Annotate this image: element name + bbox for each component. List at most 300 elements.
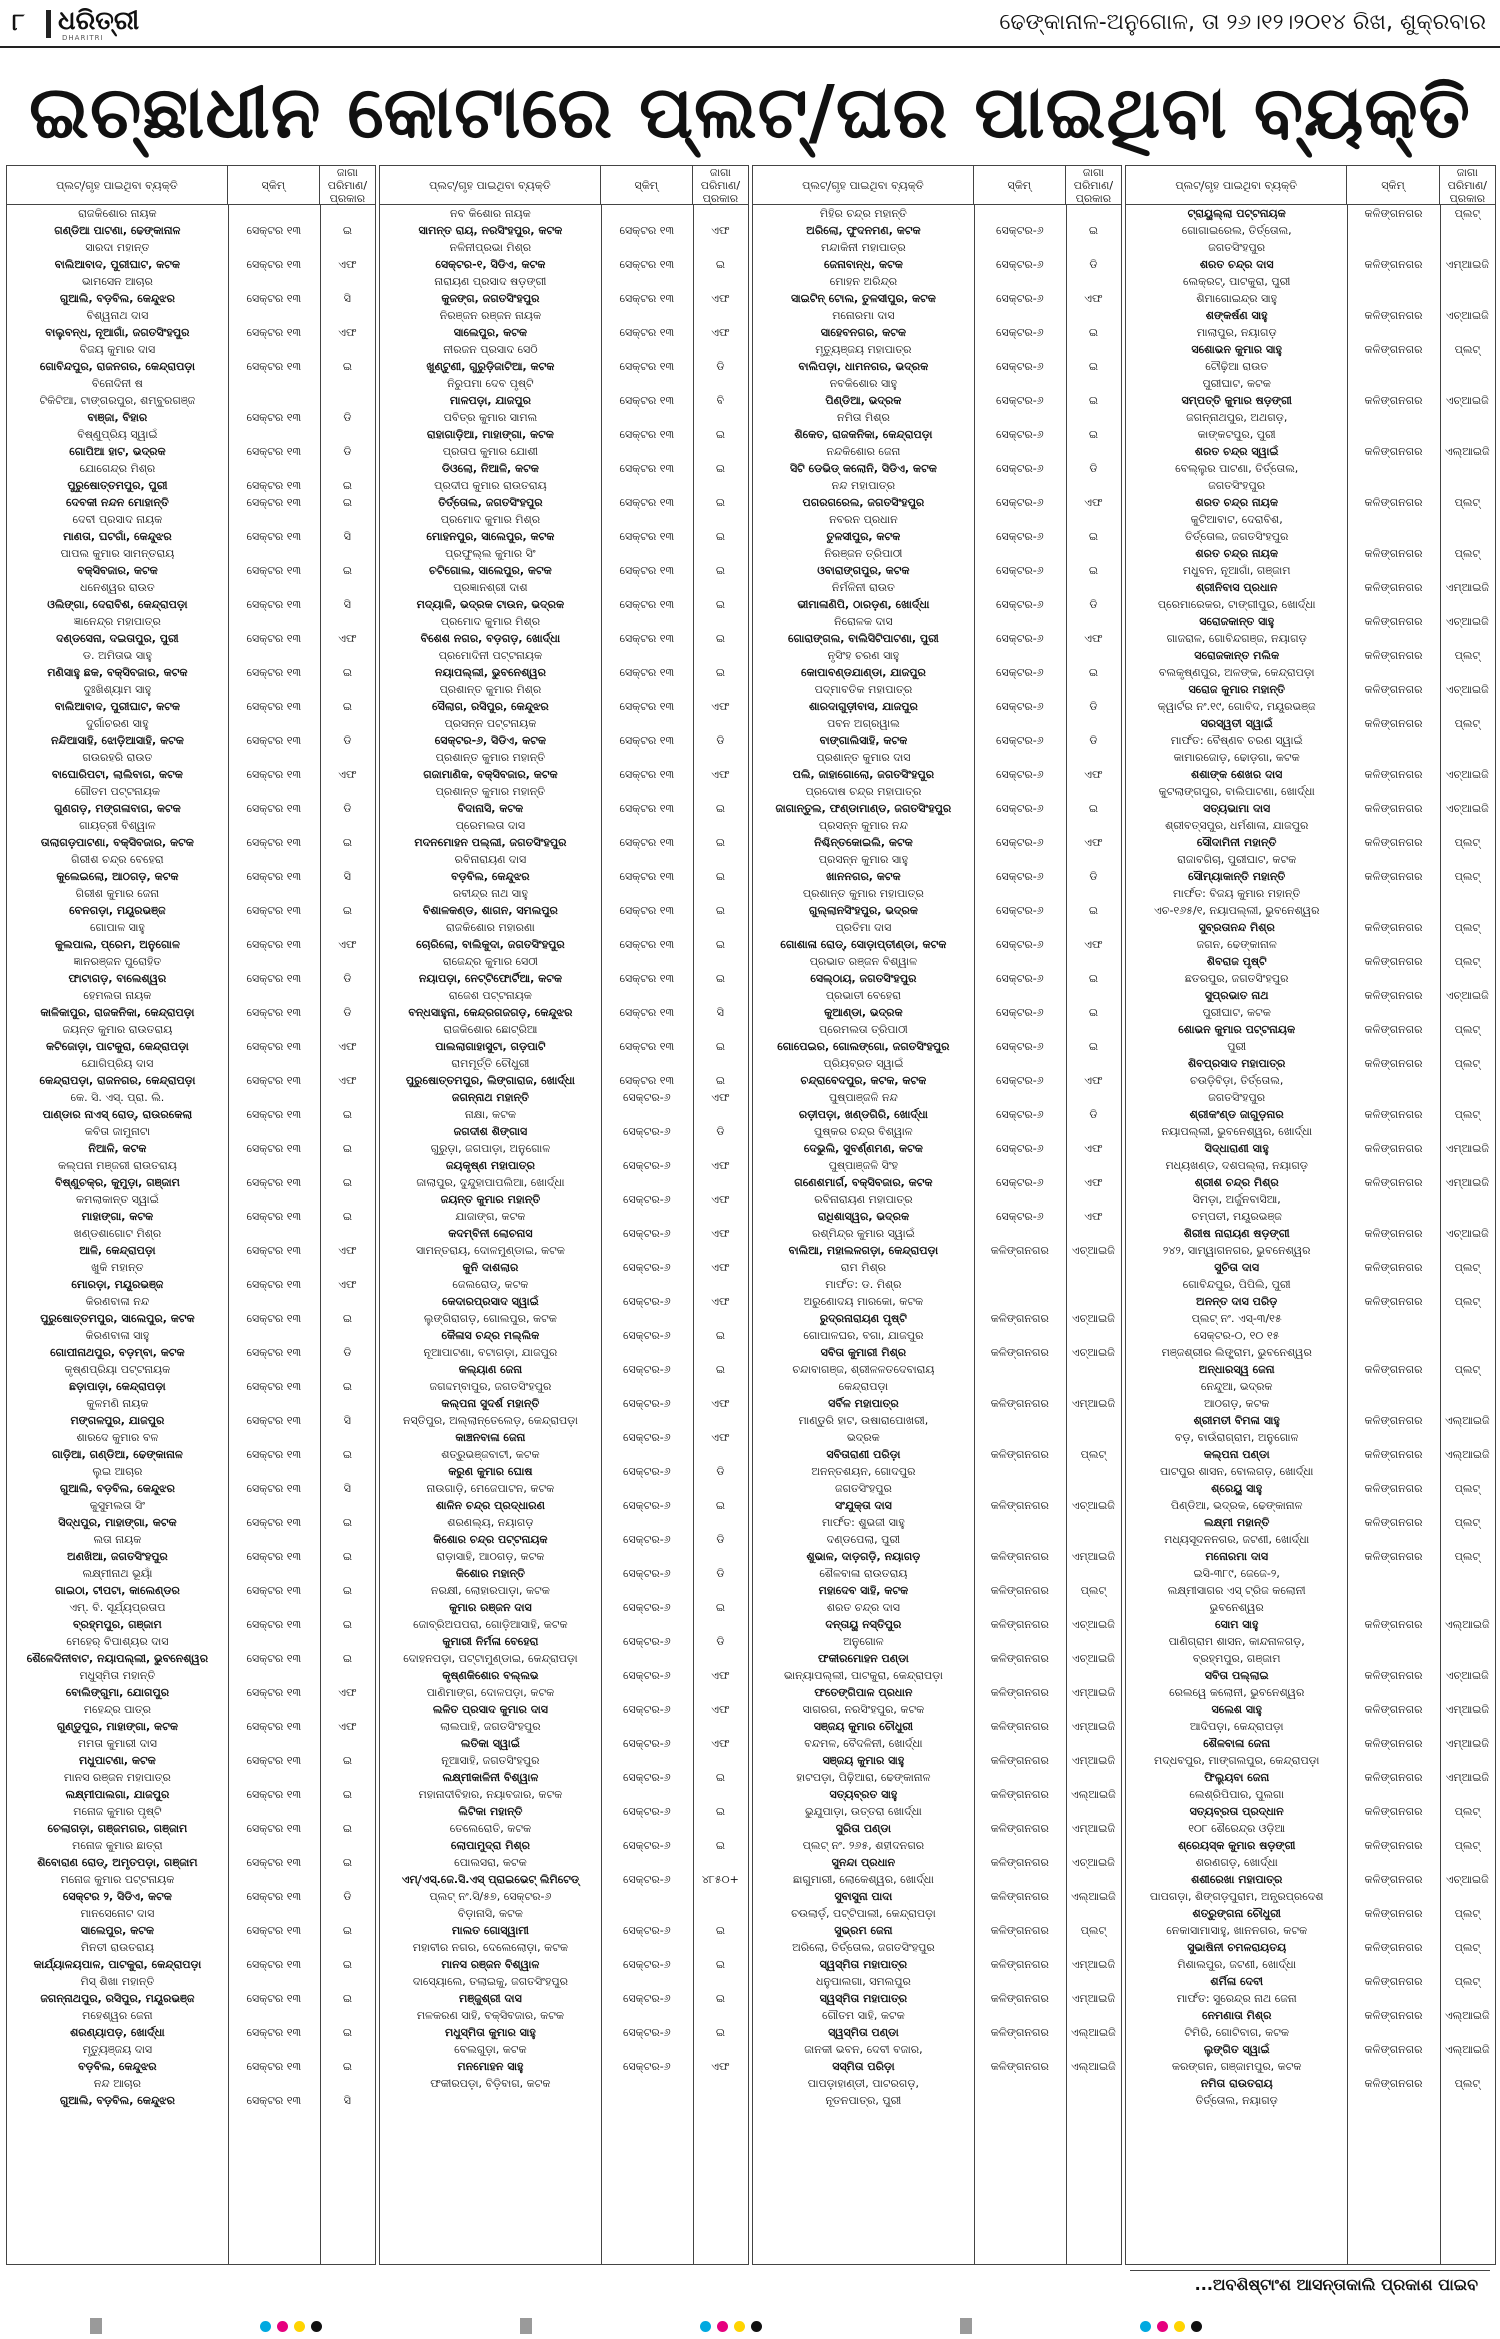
type-cell: [1066, 1633, 1121, 1650]
scheme-cell: [1347, 1038, 1439, 1055]
column-header-type: ଜାଗା ପରିମାଣ/ ପ୍ରକାର: [1447, 165, 1487, 205]
scheme-cell: [974, 1225, 1066, 1242]
type-cell: ଡି: [343, 1346, 352, 1359]
scheme-cell: [228, 681, 320, 698]
name-cell: ପ୍ରଜ୍ଞାନଶ୍ରୀ ଦାଶ: [453, 581, 528, 594]
type-cell: [1440, 1718, 1495, 1735]
scheme-cell: [1347, 664, 1439, 681]
name-cell: କାର୍ଯ୍ୟାଳୟପାଳ, ପାଟକୁରା, କେନ୍ଦ୍ରାପଡ଼ା: [33, 1958, 202, 1971]
name-cell: ମୃତ୍ୟୁଞ୍ଜୟ ମହାପାତ୍ର: [815, 343, 912, 356]
scheme-cell: ସେକ୍ଟର-୬: [622, 1125, 671, 1138]
type-cell: ଇ: [715, 870, 725, 883]
name-cell: ମହେଶ୍ୱର ଜେନା: [82, 2009, 153, 2022]
type-cell: [320, 885, 375, 902]
scheme-cell: [974, 1480, 1066, 1497]
type-cell: [1440, 1395, 1495, 1412]
scheme-cell: ସେକ୍ଟର ୧୩: [246, 1618, 302, 1631]
name-cell: ଶଶାଙ୍କ ଶେଖର ଦାସ: [1191, 768, 1283, 781]
scheme-cell: ସେକ୍ଟର ୧୩: [246, 258, 302, 271]
type-cell: ଇ: [715, 802, 725, 815]
type-cell: ଏଫ: [1084, 632, 1103, 645]
name-cell: ନୟାପଲ୍ଲୀ, ଭୁବନେଶ୍ୱର, ଖୋର୍ଦ୍ଧା: [1161, 1125, 1313, 1138]
type-cell: [1440, 1378, 1495, 1395]
scheme-cell: ସେକ୍ଟର ୧୩: [246, 326, 302, 339]
cyan-dot: [1140, 2321, 1151, 2332]
name-cell: ଲୁଙ୍ଗିରାଗଡ଼, ଗୋଲପୁର, କଟକ: [423, 1312, 557, 1325]
scheme-cell: [228, 1871, 320, 1888]
type-cell: [1440, 2092, 1495, 2109]
name-cell: ପୁଷ୍କର ଚନ୍ଦ୍ର ବିଶ୍ୱାଳ: [814, 1125, 913, 1138]
name-cell: ଶିକେତ, ରାଜକନିକା, କେନ୍ଦ୍ରାପଡ଼ା: [794, 428, 933, 441]
name-cell: ସୁପ୍ରଭାତ ନାଥ: [1204, 989, 1269, 1002]
scheme-cell: [228, 783, 320, 800]
scheme-cell: [974, 1276, 1066, 1293]
scheme-cell: [974, 579, 1066, 596]
name-cell: ଫିଲ୍ୟୁବା ଜେନା: [1204, 1771, 1270, 1784]
type-cell: ପ୍ଲଟ୍: [1454, 1975, 1481, 1988]
type-cell: [320, 1531, 375, 1548]
name-cell: ବିନୋଦିନୀ ଷ: [91, 377, 143, 390]
scheme-cell: କଳିଙ୍ଗନଗର: [1364, 615, 1423, 628]
type-cell: [1440, 630, 1495, 647]
scheme-cell: ସେକ୍ଟର-୬: [995, 598, 1044, 611]
type-cell: [320, 647, 375, 664]
type-cell: [693, 1412, 748, 1429]
name-cell: ଖାନନଗର, କଟକ: [826, 870, 901, 883]
scheme-cell: ସେକ୍ଟର ୧୩: [246, 666, 302, 679]
type-cell: ଇ: [715, 1924, 725, 1937]
scheme-cell: [1347, 1565, 1439, 1582]
type-cell: ଏଫ: [711, 1669, 730, 1682]
type-cell: [1440, 1888, 1495, 1905]
type-cell: [693, 1021, 748, 1038]
name-cell: ସାଇଟିନ୍ ଟୋଲ, ତୁଳସୀପୁର, କଟକ: [790, 292, 936, 305]
name-cell: କେନ୍ଦ୍ରାପଡ଼ା: [838, 1380, 889, 1393]
scheme-cell: [228, 987, 320, 1004]
scheme-cell: [974, 1327, 1066, 1344]
type-cell: [1440, 1157, 1495, 1174]
type-cell: [320, 273, 375, 290]
name-cell: କୁଆଣ୍ଡା, ଭଦ୍ରକ: [824, 1006, 903, 1019]
registration-marks-center: [520, 2318, 532, 2334]
scheme-cell: ସେକ୍ଟର-୬: [622, 1601, 671, 1614]
scheme-cell: ସେକ୍ଟର ୧୩: [246, 1958, 302, 1971]
name-cell: ଟ୍ରାୟୁଲ୍ଲା ପଟ୍ଟନାୟକ: [1187, 207, 1286, 220]
scheme-cell: [1347, 1888, 1439, 1905]
name-cell: ଚଟିଗୋଲ, ସାଲେପୁର, କଟକ: [429, 564, 552, 577]
type-cell: ଇ: [342, 224, 352, 237]
type-cell: [693, 443, 748, 460]
type-cell: [1066, 1021, 1121, 1038]
scheme-cell: [974, 1463, 1066, 1480]
scheme-cell: ସେକ୍ଟର ୧୩: [246, 564, 302, 577]
name-cell: ନମିତା ମିଶ୍ର: [836, 411, 890, 424]
scheme-cell: [601, 511, 693, 528]
type-cell: [1066, 681, 1121, 698]
type-cell: [1066, 273, 1121, 290]
name-cell: ରବିନାରାୟଣ ଦାସ: [454, 853, 527, 866]
scheme-cell: ସେକ୍ଟର-୬: [622, 1227, 671, 1240]
name-cell: ପୁରୀଘାଟ, କଟକ: [1202, 1006, 1271, 1019]
scheme-cell: [1347, 358, 1439, 375]
scheme-cell: ସେକ୍ଟର-୬: [995, 258, 1044, 271]
type-cell: [320, 1021, 375, 1038]
scheme-cell: [228, 1191, 320, 1208]
scheme-cell: [1347, 528, 1439, 545]
type-cell: [1440, 1497, 1495, 1514]
type-cell: [1440, 562, 1495, 579]
name-cell: ଧନେଶ୍ୱର ରାଉତ: [80, 581, 155, 594]
scheme-cell: [974, 1531, 1066, 1548]
scheme-cell: [601, 1055, 693, 1072]
scheme-cell: [974, 1939, 1066, 1956]
type-cell: [1440, 1786, 1495, 1803]
type-cell: [1440, 1650, 1495, 1667]
type-cell: ଏଚ୍‌ଆଇଜି: [1445, 1227, 1489, 1240]
type-cell: [320, 307, 375, 324]
scheme-cell: ସେକ୍ଟର-୬: [995, 1176, 1044, 1189]
scheme-cell: ସେକ୍ଟର-୬: [995, 700, 1044, 713]
yellow-dot: [1174, 2321, 1185, 2332]
type-cell: ବି: [716, 394, 725, 407]
name-cell: କିରଣବାଳା ସାହୁ: [85, 1329, 150, 1342]
name-cell: ସଞ୍ଜୟ କୁମାର ସାହୁ: [822, 1754, 905, 1767]
scheme-cell: ସେକ୍ଟର ୧୩: [246, 530, 302, 543]
type-cell: ଡି: [716, 1465, 725, 1478]
scheme-cell: [974, 545, 1066, 562]
scheme-cell: କଳିଙ୍ଗନଗର: [1364, 258, 1423, 271]
scheme-cell: [228, 2007, 320, 2024]
scheme-cell: କଳିଙ୍ଗନଗର: [1364, 1618, 1423, 1631]
type-cell: ଇ: [1088, 326, 1098, 339]
scheme-cell: ସେକ୍ଟର ୧୩: [246, 360, 302, 373]
name-cell: ମାର୍ଫତ: ସୁରେନ୍ଦ୍ର ନାଥ ଜେନା: [1176, 1992, 1297, 2005]
name-cell: ଶୈଳେଦିନୀବାଟ, ନୟାପଲ୍ଲୀ, ଭୁବନେଶ୍ୱର: [26, 1652, 209, 1665]
name-cell: ମାଣ୍ଡୁରି ହାଟ, ଉଷାରାପୋଖରୀ,: [798, 1414, 929, 1427]
scheme-cell: [601, 1854, 693, 1871]
type-cell: [1440, 664, 1495, 681]
name-cell: ଛଡ଼ାପାଡ଼ା, କେନ୍ଦ୍ରାପଡ଼ା: [69, 1380, 166, 1393]
scheme-cell: ସେକ୍ଟର ୧୩: [619, 938, 675, 951]
scheme-cell: ସେକ୍ଟର-୬: [995, 394, 1044, 407]
name-cell: ରାହାଗାଡ଼ିଆ, ମାହାଙ୍ଗା, କଟକ: [426, 428, 554, 441]
type-cell: [693, 1514, 748, 1531]
name-cell: ପୁରୁଷୋତ୍ତମପୁର, ପୁରୀ: [67, 479, 168, 492]
type-cell: ପ୍ଲଟ୍: [1080, 1448, 1107, 1461]
type-cell: ଏଲ୍‌ଆଇଜି: [1071, 2060, 1116, 2073]
name-cell: ଶର୍ମିଳା ଦେବୀ: [1210, 1975, 1263, 1988]
type-cell: [1066, 1701, 1121, 1718]
scheme-cell: [1347, 239, 1439, 256]
type-cell: [1066, 545, 1121, 562]
type-cell: [693, 2075, 748, 2092]
name-cell: ବିଶାଳକଣ୍ଡ, ଶାଗନ, ସମଲପୁର: [422, 904, 558, 917]
type-cell: ଇ: [342, 1856, 352, 1869]
scheme-cell: ସେକ୍ଟର ୧୩: [246, 1686, 302, 1699]
type-cell: ଇ: [1088, 360, 1098, 373]
name-cell: ନୃସିଂହ ଚରଣ ସାହୁ: [827, 649, 900, 662]
scheme-cell: ସେକ୍ଟର-୬: [995, 564, 1044, 577]
type-cell: ପ୍ଲଟ୍: [1454, 1295, 1481, 1308]
name-cell: ଜାନକୀ ଭବନ, ଦେବୀ ବଜାର,: [804, 2043, 923, 2056]
type-cell: [320, 1701, 375, 1718]
name-cell: ନନ୍ଦ ଆଚାର: [93, 2077, 141, 2090]
type-cell: ଡି: [716, 734, 725, 747]
type-cell: ଏମ୍‌ଆଇଜି: [1071, 1397, 1116, 1410]
scheme-cell: କଳିଙ୍ଗନଗର: [1364, 2077, 1423, 2090]
name-cell: କୁଟିଆବାଟ, ଦେରାବିଶ,: [1190, 513, 1283, 526]
name-cell: ଦେଭୁଲି, ସୁବର୍ଣ୍ଣମଣ, କଟକ: [803, 1142, 923, 1155]
name-cell: ପୁରୀ: [1227, 1040, 1247, 1053]
name-cell: କାଳିକାପୁର, ରାଜକନିକା, କେନ୍ଦ୍ରାପଡ଼ା: [40, 1006, 195, 1019]
type-cell: [1440, 1463, 1495, 1480]
scheme-cell: [974, 477, 1066, 494]
scheme-cell: କଳିଙ୍ଗନଗର: [990, 1499, 1049, 1512]
name-cell: କେଦାରପ୍ରସାଦ ସ୍ୱାଇଁ: [441, 1295, 539, 1308]
name-cell: କରୁଣ କୁମାର ଘୋଷ: [448, 1465, 533, 1478]
scheme-cell: ସେକ୍ଟର ୧୩: [246, 1006, 302, 1019]
name-cell: ଭାମସେନ ଆଚାର: [81, 275, 153, 288]
scheme-cell: ସେକ୍ଟର-୬: [995, 1040, 1044, 1053]
name-cell: ମାର୍ଫତ: ବିଜୟ କୁମାର ମହାନ୍ତି: [1173, 887, 1301, 900]
name-cell: ପ୍ରମୋଦିନୀ ପଟ୍ଟନାୟକ: [438, 649, 543, 662]
column-header-name: ପ୍ଲଟ୍/ଗୃହ ପାଇଥିବା ବ୍ୟକ୍ତି: [753, 166, 974, 204]
type-cell: ଏଲ୍‌ଆଇଜି: [1071, 1788, 1116, 1801]
name-cell: ନିରୁପମା ଦେବ ପୃଷ୍ଟି: [447, 377, 534, 390]
type-cell: [1066, 443, 1121, 460]
type-cell: ଏଫ: [338, 1278, 357, 1291]
name-cell: ମାନସେନୋଟ ଦାସ: [80, 1907, 155, 1920]
scheme-cell: [228, 647, 320, 664]
type-cell: [1440, 970, 1495, 987]
name-cell: ଶରଣଗଡ଼, ଖୋର୍ଦ୍ଧା: [1195, 1856, 1278, 1869]
type-cell: [320, 1939, 375, 1956]
type-cell: ଇ: [1088, 224, 1098, 237]
name-cell: ବିଷ୍ଣୁପ୍ରିୟ ସ୍ୱାଇଁ: [77, 428, 158, 441]
type-cell: [320, 1463, 375, 1480]
table-header: [380, 166, 748, 205]
name-cell: କୁମାର ରଞ୍ଜନ ଦାସ: [449, 1601, 532, 1614]
column-divider: [974, 205, 975, 2265]
scheme-cell: ସେକ୍ଟର-୬: [995, 802, 1044, 815]
scheme-cell: ସେକ୍ଟର-୬: [622, 1992, 671, 2005]
name-cell: ବିଶେଶ ନଗର, ବଡ଼ଗଡ଼, ଖୋର୍ଦ୍ଧା: [420, 632, 561, 645]
type-cell: [1440, 1820, 1495, 1837]
name-cell: ଶ୍ରୀମତୀ ବିମଳା ସାହୁ: [1193, 1414, 1280, 1427]
name-cell: ଜଗତସିଂହପୁର: [1208, 241, 1266, 254]
name-cell: ପାପଡ଼ାହାଣ୍ଡୀ, ପାଟରଗଡ଼,: [807, 2077, 919, 2090]
type-cell: [1066, 1412, 1121, 1429]
column-divider: [1066, 205, 1067, 2265]
type-cell: [1066, 1123, 1121, 1140]
name-cell: ନିରଞ୍ଜନ ତ୍ରିପାଠୀ: [824, 547, 903, 560]
type-cell: [693, 273, 748, 290]
type-cell: [1066, 1191, 1121, 1208]
scheme-cell: [1347, 1242, 1439, 1259]
scheme-cell: କଳିଙ୍ଗନଗର: [1364, 1975, 1423, 1988]
scheme-cell: [601, 817, 693, 834]
type-cell: [1066, 987, 1121, 1004]
name-cell: ଜଗନ୍ନାଥପୁର, ଅଥଗଡ଼,: [1186, 411, 1288, 424]
name-cell: ପ୍ରଶାନ୍ତ କୁମାର ମହାପାତ୍ର: [802, 887, 924, 900]
type-cell: ଏମ୍‌ଆଇଜି: [1445, 258, 1489, 271]
scheme-cell: କଳିଙ୍ଗନଗର: [1364, 2009, 1423, 2022]
type-cell: ଇ: [342, 496, 352, 509]
type-cell: ଇ: [715, 938, 725, 951]
name-cell: ମାନସ ରଞ୍ଜନ ବିଶ୍ୱାଳ: [441, 1958, 540, 1971]
name-cell: କ୍ୱାର୍ଟର ନଂ.୧୯, ଗୋବିଦ, ମୟୂରଭଞ୍ଜ: [1157, 700, 1316, 713]
scheme-cell: [974, 409, 1066, 426]
name-cell: ମନମୋହନ ସାହୁ: [457, 2060, 524, 2073]
name-cell: ପ୍ରତିମା ଦାସ: [835, 921, 892, 934]
name-cell: ମିହିର ଚନ୍ଦ୍ର ମହାନ୍ତି: [819, 207, 907, 220]
scheme-cell: [228, 460, 320, 477]
table-panel-1: [6, 165, 376, 2265]
name-cell: ପ୍ରେମଲତା ତ୍ରିପାଠୀ: [819, 1023, 908, 1036]
scheme-cell: [228, 511, 320, 528]
name-cell: କଲ୍ପନା ପଣ୍ଡା: [1203, 1448, 1270, 1461]
type-cell: [693, 1820, 748, 1837]
name-cell: ଲକ୍ଷ୍ମୀସାଗର ଏସ୍ ଟ୍ରିଜ କଲୋନୀ: [1167, 1584, 1306, 1597]
type-cell: [1066, 1089, 1121, 1106]
name-cell: କୁଲେଇଲୋ, ଆଠଗଡ଼, କଟକ: [56, 870, 179, 883]
type-cell: ଇ: [715, 1805, 725, 1818]
name-cell: ଡ. ଅମିତାଭ ସାହୁ: [82, 649, 152, 662]
scheme-cell: [974, 1157, 1066, 1174]
column-header-type: ଜାଗା ପରିମାଣ/ ପ୍ରକାର: [327, 165, 368, 205]
name-cell: ଜୋବ୍ରିଅପପରା, ଗୋଡ଼ିଆସାହି, କଟକ: [413, 1618, 568, 1631]
name-cell: ଅରୁଣୋଦୟ ମାରକୋ, କଟକ: [803, 1295, 924, 1308]
scheme-cell: କଳିଙ୍ଗନଗର: [1364, 1057, 1423, 1070]
type-cell: [1440, 1310, 1495, 1327]
scheme-cell: ସେକ୍ଟର-୬: [622, 1873, 671, 1886]
column-divider: [228, 205, 229, 2265]
table-panel-4: [1125, 165, 1496, 2265]
scheme-cell: [974, 1565, 1066, 1582]
registration-marks-far-right: [1140, 2318, 1202, 2334]
name-cell: ଲେଶ୍ରିପିପାର, ପୁଲଗା: [1189, 1788, 1285, 1801]
type-cell: [693, 681, 748, 698]
name-cell: ବାଙ୍ଗାଲିସାହି, କଟକ: [819, 734, 908, 747]
name-cell: ଅନ୍ଧାରସ୍ୱ ଜେନା: [1198, 1363, 1275, 1376]
type-cell: [1066, 613, 1121, 630]
scheme-cell: [1347, 562, 1439, 579]
name-cell: ରାମ ମିଶ୍ର: [840, 1261, 887, 1274]
name-cell: ଜେଲରୋଡ୍, କଟକ: [452, 1278, 529, 1291]
scheme-cell: [974, 681, 1066, 698]
scheme-cell: କଳିଙ୍ଗନଗର: [990, 2026, 1049, 2039]
type-cell: [1440, 1276, 1495, 1293]
name-cell: ଜଗନ, ଢେଙ୍କାନାଳ: [1196, 938, 1277, 951]
scheme-cell: ସେକ୍ଟର ୧୩: [246, 479, 302, 492]
name-cell: ଚମ୍ପତୀ, ମୟୂରଭଞ୍ଜ: [1191, 1210, 1282, 1223]
type-cell: [1066, 919, 1121, 936]
type-cell: [1440, 1123, 1495, 1140]
type-cell: [1066, 1769, 1121, 1786]
scheme-cell: ସେକ୍ଟର ୧୩: [246, 1040, 302, 1053]
type-cell: ଏଚ୍‌ଆଇଜି: [1071, 1312, 1115, 1325]
name-cell: ଜ୍ଞାନେନ୍ଦ୍ର ମହାପାତ୍ର: [73, 615, 161, 628]
type-cell: ଏଫ: [711, 1397, 730, 1410]
name-cell: ମନୋଜ କୁମାର ପୃଷ୍ଟି: [73, 1805, 162, 1818]
scheme-cell: [228, 375, 320, 392]
scheme-cell: ସେକ୍ଟର ୧୩: [246, 836, 302, 849]
scheme-cell: କଳିଙ୍ଗନଗର: [1364, 581, 1423, 594]
name-cell: ଅନନ୍ତଶୟନ, ଗୋଦପୁର: [811, 1465, 916, 1478]
type-cell: [693, 953, 748, 970]
name-cell: ଶୈଳବାଳା ରାଉତରାୟ: [819, 1567, 908, 1580]
type-cell: [1066, 1429, 1121, 1446]
scheme-cell: ସେକ୍ଟର ୧୩: [619, 292, 675, 305]
column-header-type: ଜାଗା ପରିମାଣ/ ପ୍ରକାର: [1073, 165, 1114, 205]
scheme-cell: [974, 783, 1066, 800]
type-cell: ଏଲ୍‌ଆଇଜି: [1444, 2009, 1490, 2022]
scheme-cell: [974, 749, 1066, 766]
scheme-cell: ସେକ୍ଟର-୬: [622, 1159, 671, 1172]
name-cell: ଗୋପିଆ ହାଟ, ଭଦ୍ରକ: [69, 445, 166, 458]
scheme-cell: [974, 1633, 1066, 1650]
name-cell: ଅନୁଗୋଳ: [843, 1635, 884, 1648]
scheme-cell: [601, 1208, 693, 1225]
type-cell: ଇ: [715, 666, 725, 679]
scheme-cell: [601, 1684, 693, 1701]
name-cell: ମାର୍ଫତ: ଡ. ମିଶ୍ର: [825, 1278, 902, 1291]
type-cell: [693, 1939, 748, 1956]
name-cell: ମନୋଜ କୁମାର ପଟ୍ଟନାୟକ: [60, 1873, 175, 1886]
scheme-cell: ସେକ୍ଟର ୧୩: [619, 836, 675, 849]
name-cell: ଲକ୍ଷ୍ମୀନାଥ ଭୂୟାଁ: [82, 1567, 153, 1580]
scheme-cell: କଳିଙ୍ଗନଗର: [1364, 1771, 1423, 1784]
name-cell: ବ୍ରହ୍ମପୁର, ଗଞ୍ଜାମ: [1192, 1652, 1281, 1665]
scheme-cell: [974, 613, 1066, 630]
scheme-cell: ସେକ୍ଟର ୧୩: [246, 904, 302, 917]
type-cell: ଏଫ: [1084, 1210, 1103, 1223]
scheme-cell: [1347, 273, 1439, 290]
type-cell: ଇ: [1088, 394, 1098, 407]
type-cell: [1440, 1242, 1495, 1259]
name-cell: ପିଣ୍ଡିଆ, ଭଦ୍ରକ: [825, 394, 902, 407]
name-cell: ସମ୍ପତ୍ତି କୁମାର ଷଡ଼ଙ୍ଗୀ: [1181, 394, 1292, 407]
name-cell: ଦୁର୍ଗାଚରଣ ସାହୁ: [86, 717, 149, 730]
name-cell: ପ୍ରେମଲତା ଦାସ: [455, 819, 526, 832]
scheme-cell: ସେକ୍ଟର ୧୩: [619, 734, 675, 747]
scheme-cell: ସେକ୍ଟର ୧୩: [619, 530, 675, 543]
scheme-cell: କଳିଙ୍ଗନଗର: [990, 1822, 1049, 1835]
name-cell: ଶ୍ରୀକଂଣ୍ଡ ଜାଗୁଡ଼ନାର: [1189, 1108, 1284, 1121]
scheme-cell: [228, 1769, 320, 1786]
scheme-cell: ସେକ୍ଟର-୬: [995, 360, 1044, 373]
scheme-cell: [228, 1463, 320, 1480]
type-cell: [693, 613, 748, 630]
type-cell: [1440, 222, 1495, 239]
name-cell: ଭୁଯୁପାଡ଼ା, ଉତ୍ତରା ଖୋର୍ଦ୍ଧା: [805, 1805, 922, 1818]
table-body: [753, 205, 1121, 2265]
name-cell: ଗୋପେଇର, ଗୋଲଙ୍ଗୋ, ଜଗତସିଂହପୁର: [777, 1040, 950, 1053]
scheme-cell: [1347, 222, 1439, 239]
name-cell: ବାଲୁବନ୍ଧ, ନୂଆଗାଁ, ଜଗତସିଂହପୁର: [45, 326, 190, 339]
name-cell: ଗୋରାଙ୍ଗଲ, ବାଲିସିଟିପାଟଣା, ପୁରୀ: [787, 632, 939, 645]
scheme-cell: [1347, 375, 1439, 392]
scheme-cell: ସେକ୍ଟର-୬: [995, 938, 1044, 951]
type-cell: [1440, 936, 1495, 953]
scheme-cell: [1347, 783, 1439, 800]
scheme-cell: କଳିଙ୍ଗନଗର: [1364, 1482, 1423, 1495]
name-cell: ନୂଆପାଟଣା, ବଟାଗଡ଼ା, ଯାଜପୁର: [423, 1346, 558, 1359]
type-cell: ଏମ୍‌ଆଇଜି: [1445, 1771, 1489, 1784]
footer-rule: [1130, 2270, 1490, 2271]
scheme-cell: [1347, 1463, 1439, 1480]
scheme-cell: ସେକ୍ଟର ୧୩: [246, 734, 302, 747]
